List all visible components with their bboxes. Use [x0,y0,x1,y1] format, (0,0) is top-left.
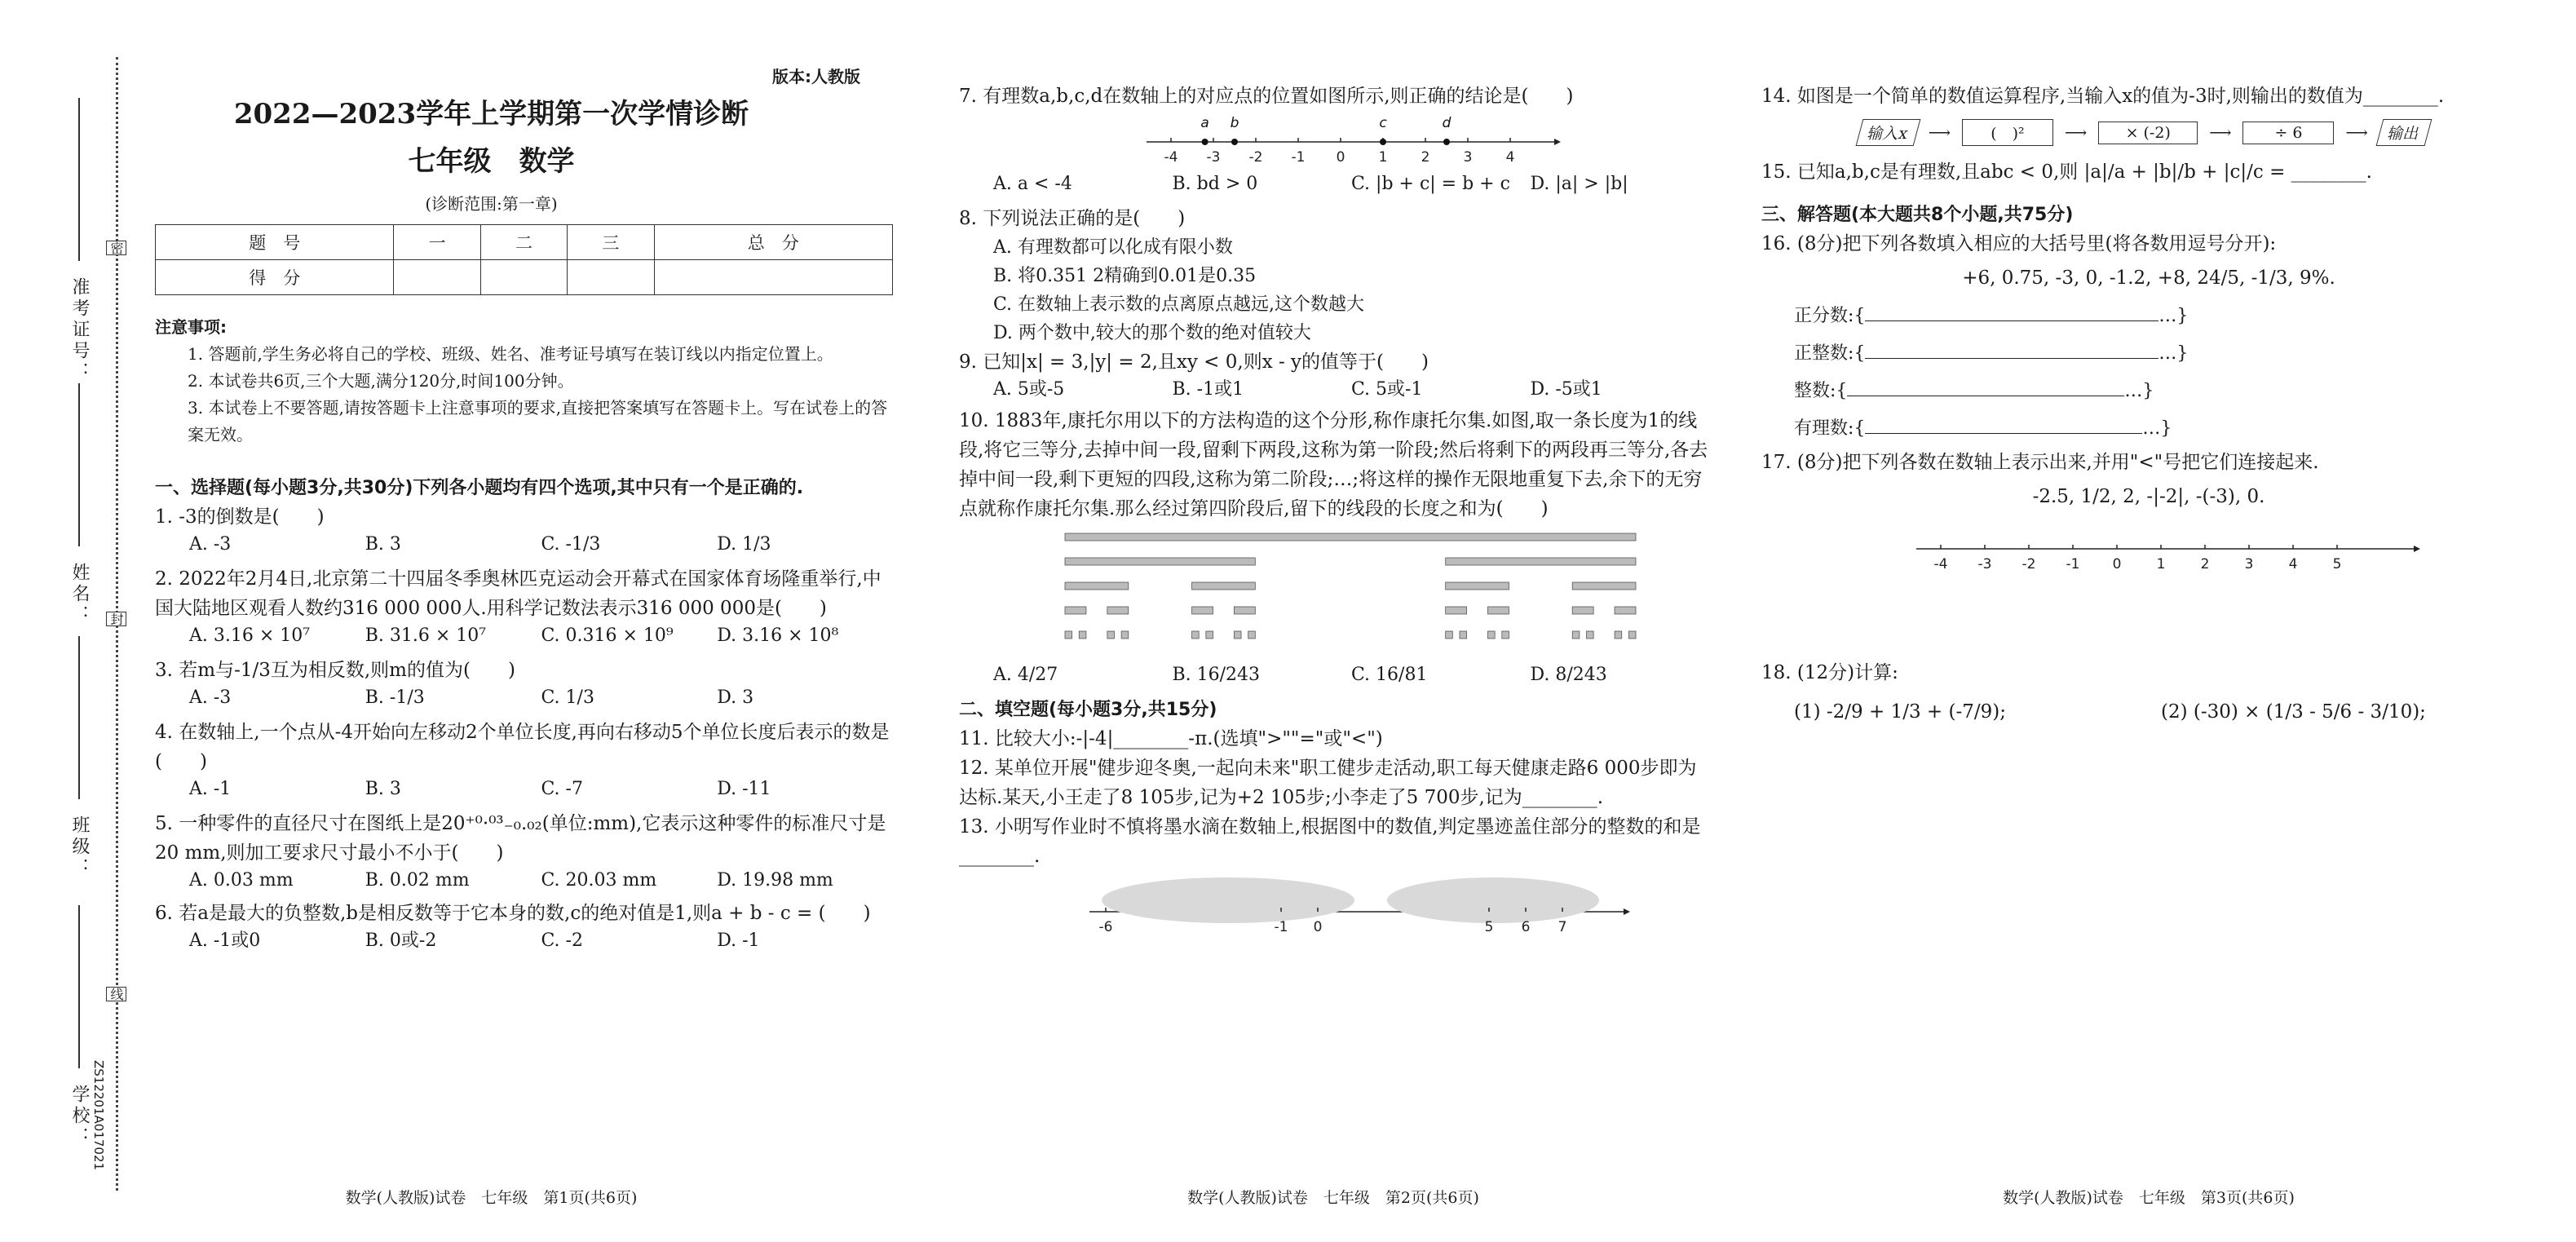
option[interactable]: B. 0.02 mm [365,870,470,891]
exam-title: 2022—2023学年上学期第一次学情诊断 [233,98,749,130]
set-positive-fraction[interactable] [1794,298,2536,335]
q17-number-line [1908,533,2430,581]
tick-label: 1 [1378,149,1388,166]
cantor-segment [1248,631,1256,639]
tick-label: -6 [1098,919,1113,935]
set-label: 正分数:{ [1794,306,1866,326]
cantor-segment [1628,631,1636,639]
page-1 [122,0,905,1242]
option[interactable]: D. 两个数中,较大的那个数的绝对值较大 [993,323,1311,343]
tick-label: 1 [2156,556,2166,572]
option[interactable]: B. -1/3 [365,687,425,708]
option[interactable]: B. 3 [365,534,401,555]
question-11: 11. 比较大小:-|-4|________-π.(选填">""="或"<") [959,728,1383,749]
option[interactable]: C. -2 [541,930,583,951]
tick-label: 0 [2112,556,2122,572]
section-1-heading: 一、选择题(每小题3分,共30分)下列各小题均有四个选项,其中只有一个是正确的. [155,478,804,498]
question-14: 14. 如图是一个简单的数值运算程序,当输入x的值为-3时,则输出的数值为________. [1761,86,2445,107]
tick-label: -2 [2021,556,2036,572]
q2-options [155,623,893,649]
set-positive-integer[interactable] [1794,335,2536,373]
seal-mark-3: 线 [106,987,126,1001]
question-13: 13. 小明写作业时不慎将墨水滴在数轴上,根据图中的数值,判定墨迹盖住部分的整数的和是________. [959,816,1701,867]
notice-item: 3. 本试卷上不要答题,请按答题卡上注意事项的要求,直接把答案填写在答题卡上。写在试卷上的答案无效。 [188,398,888,444]
cantor-segment [1446,558,1636,565]
q4-options [155,776,893,802]
q14-flowchart [1859,119,2536,146]
page-2-content [959,82,1709,939]
option[interactable]: D. -1 [717,930,760,951]
option[interactable]: B. -1或1 [1172,379,1244,400]
cantor-segment [1079,631,1086,639]
option[interactable]: B. 将0.351 2精确到0.01是0.35 [993,266,1257,286]
set-label: 有理数:{ [1794,418,1866,439]
cantor-segment [1192,631,1200,639]
tick-label: 2 [1421,149,1430,166]
answer-blank[interactable] [1847,378,2124,396]
class-line [78,636,80,799]
question-18: 18. (12分)计算: [1761,662,1898,683]
tick-label: -1 [1291,149,1306,166]
option[interactable]: D. 3 [717,687,754,708]
answer-blank[interactable] [1865,303,2158,321]
question-15: 15. 已知a,b,c是有理数,且abc < 0,则 |a|/a + |b|/b + |c|/c = ________. [1761,161,2372,183]
tick-label: 5 [2332,556,2342,572]
option[interactable]: A. 4/27 [993,665,1058,685]
set-label: 整数:{ [1794,381,1848,401]
option[interactable]: D. 3.16 × 10⁸ [717,625,839,646]
page-3-content [1761,82,2536,728]
point-c [1380,139,1386,145]
tick-label: -2 [1248,149,1263,166]
question-12: 12. 某单位开展"健步迎冬奥,一起向未来"职工健步走活动,职工每天健康走路6 000步即为达标.某天,小王走了8 105步,记为+2 105步;小李走了5 700步,记为________. [959,758,1697,808]
exam-id-label: 准考证号： [69,277,90,383]
option[interactable]: C. 在数轴上表示数的点离原点越远,这个数越大 [993,294,1365,315]
cantor-segment [1572,607,1593,614]
question-9: 9. 已知|x| = 3,|y| = 2,且xy < 0,则x - y的值等于( ) [959,351,1429,373]
score-cell[interactable] [394,260,480,295]
tick-label: -3 [1977,556,1992,572]
ink-blot-right [1387,877,1599,923]
option[interactable]: C. -7 [541,779,583,799]
q7-number-line [1138,111,1562,168]
set-close: …} [2158,343,2189,364]
seal-mark-1: 密 [106,241,126,255]
cantor-segment [1192,607,1213,614]
cantor-segment [1192,582,1256,590]
cantor-segment [1065,533,1636,541]
notice-title: 注意事项: [155,317,227,337]
cantor-segment [1234,631,1241,639]
ink-blot-left [1102,877,1354,923]
set-close: …} [2124,381,2154,401]
exam-id-line [78,98,80,261]
flow-arrow: ⟶ [2209,123,2232,142]
tick-label: 3 [2244,556,2254,572]
score-table-header: 总 分 [654,225,893,260]
score-table-header: 三 [568,225,654,260]
question-1: 1. -3的倒数是( ) [155,506,325,528]
set-integer[interactable] [1794,373,2536,410]
version-label: 版本:人教版 [772,67,860,86]
flow-arrow: ⟶ [2064,123,2088,142]
option[interactable]: D. -11 [717,779,771,799]
score-table-header: 二 [480,225,567,260]
q18-part-1: (1) -2/9 + 1/3 + (-7/9); [1794,701,2006,723]
tick-label: 4 [1505,149,1515,166]
option[interactable]: C. 5或-1 [1351,379,1423,400]
cantor-segment [1502,631,1509,639]
option[interactable]: D. -5或1 [1530,379,1602,400]
option[interactable]: C. 0.316 × 10⁹ [541,625,674,646]
name-label: 姓名： [69,563,90,626]
option[interactable]: A. -3 [189,534,232,555]
cantor-segment [1065,582,1129,590]
q7-options [959,171,1709,197]
cantor-segment [1488,607,1509,614]
option[interactable]: D. 8/243 [1530,665,1607,685]
q16-sets [1761,298,2536,448]
binding-strip [0,0,122,1242]
paper-code: ZS12201A017021 [91,1060,106,1171]
answer-blank[interactable] [1865,415,2142,434]
score-table-header: 题 号 [156,225,394,260]
cantor-segment [1065,607,1086,614]
page-1-footer: 数学(人教版)试卷 七年级 第1页(共6页) [345,1189,638,1207]
notice-item: 1. 答题前,学生务必将自己的学校、班级、姓名、准考证号填写在装订线以内指定位置上。 [188,344,833,364]
question-8: 8. 下列说法正确的是( ) [959,208,1186,229]
cantor-segment [1572,582,1636,590]
option[interactable]: B. 0或-2 [365,930,437,951]
tick-label: 7 [1558,919,1567,935]
cantor-segment [1065,631,1072,639]
tick-label: -4 [1933,556,1948,572]
q18-parts [1761,696,2536,728]
option[interactable]: A. 5或-5 [993,379,1065,400]
score-cell[interactable] [568,260,654,295]
option[interactable]: B. 31.6 × 10⁷ [365,625,487,646]
cantor-segment [1107,631,1115,639]
option[interactable]: B. 16/243 [1172,665,1261,685]
option[interactable]: D. |a| > |b| [1530,174,1628,194]
score-table [155,224,893,295]
cantor-segment [1446,607,1467,614]
cantor-segment [1615,607,1636,614]
point-label-d: d [1442,115,1451,131]
question-7: 7. 有理数a,b,c,d在数轴上的对应点的位置如图所示,则正确的结论是( ) [959,86,1574,107]
option[interactable]: D. 1/3 [717,534,771,555]
option[interactable]: A. -3 [189,687,232,708]
option[interactable]: C. 16/81 [1351,665,1428,685]
q8-options [959,233,1709,347]
option[interactable]: A. 有理数都可以化成有限小数 [993,237,1233,258]
flow-input: 输入x [1856,119,1921,146]
cantor-segment [1460,631,1467,639]
option[interactable]: D. 19.98 mm [717,870,833,891]
tick-label: 3 [1463,149,1473,166]
option[interactable]: A. -1或0 [189,930,261,951]
option[interactable]: C. 20.03 mm [541,870,657,891]
q13-number-line [1081,871,1636,936]
q18-part-2: (2) (-30) × (1/3 - 5/6 - 3/10); [2161,701,2426,723]
tick-label: -1 [1274,919,1288,935]
tick-label: 5 [1484,919,1494,935]
school-label: 学校： [69,1085,90,1148]
question-3: 3. 若m与-1/3互为相反数,则m的值为( ) [155,660,515,681]
cantor-segment [1107,607,1129,614]
question-4: 4. 在数轴上,一个点从-4开始向左移动2个单位长度,再向右移动5个单位长度后表示的数是( ) [155,722,890,772]
cantor-segment [1446,631,1453,639]
point-label-a: a [1200,115,1209,131]
cantor-segment [1446,582,1509,590]
cantor-segment [1488,631,1496,639]
point-label-c: c [1379,115,1387,131]
exam-subtitle: 七年级 数学 [408,145,575,178]
question-16: 16. (8分)把下列各数填入相应的大括号里(将各数用逗号分开): [1761,233,2277,254]
score-cell[interactable] [480,260,567,295]
flow-arrow: ⟶ [2345,123,2368,142]
score-cell[interactable] [654,260,893,295]
section-2-heading: 二、填空题(每小题3分,共15分) [959,700,1217,720]
tick-label: -1 [2066,556,2080,572]
axis-arrow [2414,546,2420,552]
option[interactable]: C. 1/3 [541,687,594,708]
school-line [78,905,80,1068]
option[interactable]: A. 3.16 × 10⁷ [189,625,311,646]
cantor-segment [1587,631,1594,639]
option[interactable]: A. -1 [189,779,232,799]
tick-label: 0 [1313,919,1323,935]
score-table-header: 一 [394,225,480,260]
cantor-segment [1234,607,1255,614]
flow-multiply: × (-2) [2098,122,2198,144]
option[interactable]: B. bd > 0 [1172,174,1258,194]
option[interactable]: A. a < -4 [993,174,1072,194]
tick-label: 0 [1336,149,1345,166]
page-3-footer: 数学(人教版)试卷 七年级 第3页(共6页) [2003,1189,2295,1207]
name-line [78,383,80,546]
exam-scope: (诊断范围:第一章) [425,194,558,214]
point-a [1202,139,1208,145]
notice-block [155,314,893,449]
option[interactable]: A. 0.03 mm [189,870,294,891]
page-2-footer: 数学(人教版)试卷 七年级 第2页(共6页) [1187,1189,1479,1207]
class-label: 班级： [69,815,90,879]
axis-arrow [1554,139,1561,145]
point-label-b: b [1230,115,1239,131]
page-3 [1761,0,2544,1242]
flow-square: ( )² [1962,119,2053,146]
set-close: …} [2142,418,2172,439]
flow-arrow: ⟶ [1928,123,1951,142]
tick-label: 4 [2288,556,2298,572]
axis-arrow [1624,908,1630,915]
score-row-label: 得 分 [156,260,394,295]
option[interactable]: B. 3 [365,779,401,799]
cantor-segment [1206,631,1213,639]
q1-options [155,532,893,558]
cantor-segment [1065,558,1255,565]
set-close: …} [2158,306,2189,326]
q17-numbers: -2.5, 1/2, 2, -|-2|, -(-3), 0. [2032,486,2265,507]
notice-item: 2. 本试卷共6页,三个大题,满分120分,时间100分钟。 [188,371,574,391]
q16-numbers: +6, 0.75, -3, 0, -1.2, +8, 24/5, -1/3, 9%. [1962,267,2335,289]
question-2: 2. 2022年2月4日,北京第二十四届冬季奥林匹克运动会开幕式在国家体育场隆重举行,中国大陆地区观看人数约316 000 000人.用科学记数法表示316 000 000是( ) [155,568,881,619]
choice-section [155,475,893,954]
q3-options [155,685,893,711]
point-d [1443,139,1450,145]
tick-label: -3 [1206,149,1221,166]
set-label: 正整数:{ [1794,343,1866,364]
q9-options [959,377,1709,403]
flow-output: 输出 [2375,119,2432,146]
set-rational[interactable] [1794,410,2536,448]
answer-blank[interactable] [1865,340,2158,359]
tick-label: -4 [1164,149,1178,166]
question-17: 17. (8分)把下列各数在数轴上表示出来,并用"<"号把它们连接起来. [1761,452,2319,473]
question-10: 10. 1883年,康托尔用以下的方法构造的这个分形,称作康托尔集.如图,取一条长度为1的线段,将它三等分,去掉中间一段,留剩下两段,这称为第一阶段;然后将剩下的两段再三等分,各去掉中间一段,剩下更短的四段,这称为第二阶段;…;将这样的操作无限地重复下去,余下的无穷点就称作康托尔集.那么经过第四阶段后,留下的线段的长度之和为( ) [959,410,1708,519]
page-2 [954,0,1729,1242]
option[interactable]: C. -1/3 [541,534,601,555]
q10-options [959,662,1709,688]
flow-divide: ÷ 6 [2242,122,2334,144]
tick-label: 2 [2200,556,2210,572]
point-b [1231,139,1238,145]
tick-label: 6 [1521,919,1531,935]
section-3-heading: 三、解答题(本大题共8个小题,共75分) [1761,205,2074,225]
seal-mark-2: 封 [106,612,126,626]
question-6: 6. 若a是最大的负整数,b是相反数等于它本身的数,c的绝对值是1,则a + b - c = ( ) [155,903,871,924]
question-5: 5. 一种零件的直径尺寸在图纸上是20⁺⁰·⁰³₋₀.₀₂(单位:mm),它表示这种零件的标准尺寸是20 mm,则加工要求尺寸最小不小于( ) [155,813,886,864]
q6-options [155,928,893,954]
cantor-segment [1121,631,1129,639]
cantor-set-figure [1057,528,1644,659]
q5-options [155,868,893,894]
cantor-segment [1615,631,1622,639]
cantor-segment [1572,631,1580,639]
option[interactable]: C. |b + c| = b + c [1351,174,1510,194]
